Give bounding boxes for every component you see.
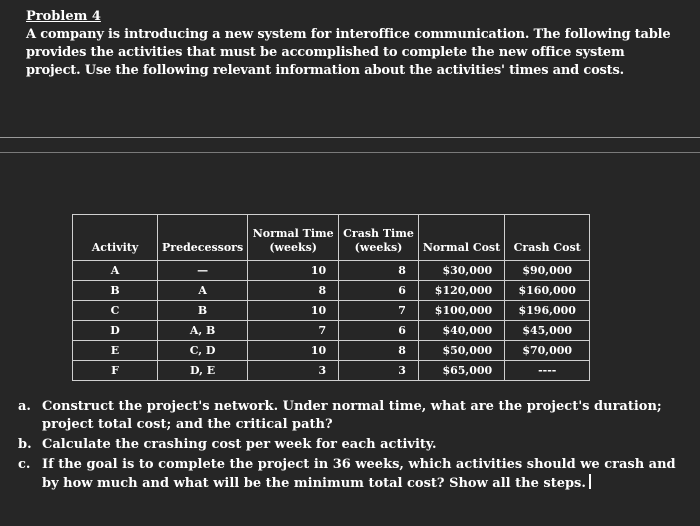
header-crash-time-line1: Crash Time	[343, 227, 414, 240]
cell-predecessors: D, E	[158, 361, 248, 381]
cell-activity: B	[73, 281, 158, 301]
header-normal-time-line2: (weeks)	[269, 241, 318, 254]
table-row	[73, 341, 590, 361]
cell-crash-time: 6	[339, 281, 419, 301]
question-letter: a.	[18, 399, 31, 414]
cell-crash-cost: $70,000	[505, 341, 590, 361]
cell-normal-cost: $65,000	[418, 361, 504, 381]
header-crash-time	[339, 215, 419, 261]
table-row	[73, 261, 590, 281]
cell-normal-cost: $30,000	[418, 261, 504, 281]
cell-activity: A	[73, 261, 158, 281]
cell-crash-cost: $90,000	[505, 261, 590, 281]
cell-predecessors: C, D	[158, 341, 248, 361]
cell-normal-cost: $100,000	[418, 301, 504, 321]
cell-predecessors: A, B	[158, 321, 248, 341]
problem-statement	[26, 8, 676, 80]
cell-normal-cost: $120,000	[418, 281, 504, 301]
table-row	[73, 301, 590, 321]
header-predecessors: Predecessors	[158, 215, 248, 261]
cell-normal-time: 10	[248, 301, 339, 321]
cell-normal-time: 7	[248, 321, 339, 341]
cell-crash-cost: $45,000	[505, 321, 590, 341]
divider-top	[0, 137, 700, 138]
cell-activity: D	[73, 321, 158, 341]
cell-activity: C	[73, 301, 158, 321]
table-header-row	[73, 215, 590, 261]
question-letter: c.	[18, 457, 31, 472]
problem-title: Problem 4	[26, 9, 101, 24]
question-list	[18, 398, 678, 495]
question-item	[18, 456, 678, 493]
table-row	[73, 281, 590, 301]
cell-crash-time: 8	[339, 261, 419, 281]
cell-predecessors: B	[158, 301, 248, 321]
cell-normal-time: 10	[248, 341, 339, 361]
header-activity: Activity	[73, 215, 158, 261]
cell-crash-time: 8	[339, 341, 419, 361]
cell-predecessors: —	[158, 261, 248, 281]
header-crash-time-line2: (weeks)	[354, 241, 403, 254]
header-normal-time	[248, 215, 339, 261]
divider-bottom	[0, 152, 700, 153]
cell-crash-cost: ----	[505, 361, 590, 381]
question-text: If the goal is to complete the project in 36 weeks, which activities should we crash and by how much and what will be the minimum total cost? Show all the steps.	[42, 457, 676, 491]
cell-crash-time: 3	[339, 361, 419, 381]
activities-table-wrapper	[72, 214, 590, 381]
header-normal-cost: Normal Cost	[418, 215, 504, 261]
cell-normal-cost: $40,000	[418, 321, 504, 341]
cell-predecessors: A	[158, 281, 248, 301]
question-item	[18, 436, 678, 454]
header-normal-time-line1: Normal Time	[252, 227, 334, 240]
table-row	[73, 361, 590, 381]
question-text: Construct the project's network. Under normal time, what are the project's duration; project total cost; and the critical path?	[42, 399, 662, 432]
cell-normal-time: 3	[248, 361, 339, 381]
cell-activity: F	[73, 361, 158, 381]
activities-table	[72, 214, 590, 381]
question-letter: b.	[18, 437, 32, 452]
problem-intro: A company is introducing a new system for interoffice communication. The following table provides the activities that must be accomplished to complete the new office system project. Use the following relevant information about the activities' times and costs.	[26, 27, 671, 78]
cell-crash-time: 6	[339, 321, 419, 341]
cell-normal-cost: $50,000	[418, 341, 504, 361]
cell-activity: E	[73, 341, 158, 361]
cell-crash-cost: $196,000	[505, 301, 590, 321]
header-crash-cost: Crash Cost	[505, 215, 590, 261]
question-text: Calculate the crashing cost per week for each activity.	[42, 437, 437, 452]
cell-crash-cost: $160,000	[505, 281, 590, 301]
cell-normal-time: 10	[248, 261, 339, 281]
table-row	[73, 321, 590, 341]
cell-crash-time: 7	[339, 301, 419, 321]
cell-normal-time: 8	[248, 281, 339, 301]
text-cursor	[589, 474, 591, 489]
question-item	[18, 398, 678, 434]
